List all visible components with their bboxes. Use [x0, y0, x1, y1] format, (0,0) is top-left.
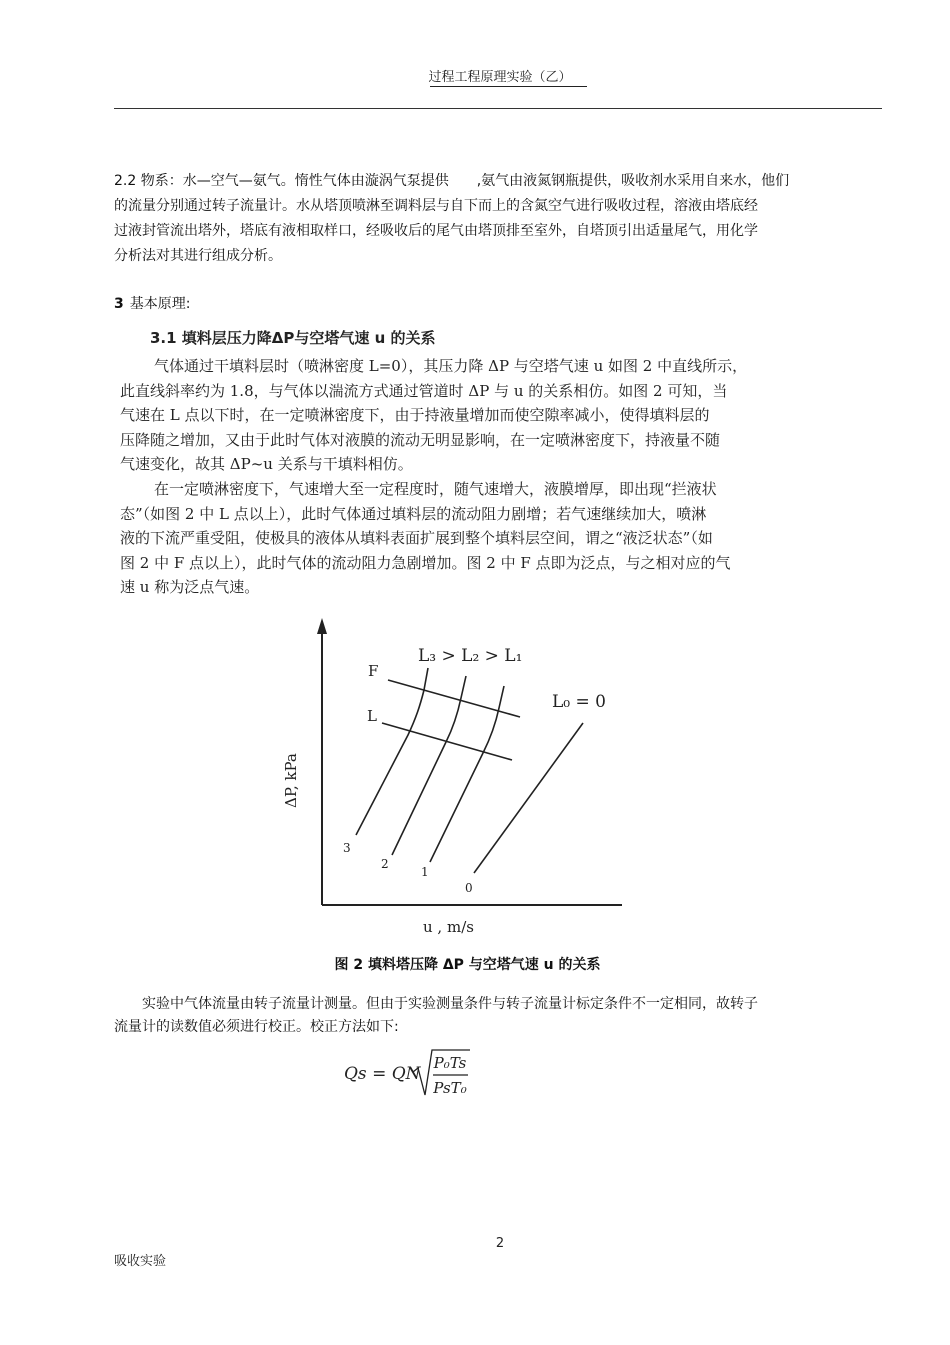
- formula-lhs: Qs = QN: [344, 1064, 421, 1084]
- curve-3: [356, 668, 428, 835]
- curve-2-label: 2: [381, 857, 389, 871]
- section-3-number: 3: [114, 296, 124, 312]
- section-2-2-line-2: 的流量分别通过转子流量计。水从塔顶喷淋至调料层与自下而上的含氮空气进行吸收过程，溶液由塔底经: [114, 198, 758, 214]
- l0-label: L₀ = 0: [552, 692, 606, 712]
- section-3-1-line-2: 此直线斜率约为 1.8，与气体以湍流方式通过管道时 ΔP 与 u 的关系相仿。如图 2 可知，当: [120, 381, 728, 400]
- section-3-1-line-7: 态”（如图 2 中 L 点以上），此时气体通过填料层的流动阻力剧增；若气速继续加大，喷淋: [120, 504, 707, 523]
- curve-1-label: 1: [421, 865, 429, 879]
- formula-numerator: P₀Ts: [433, 1054, 467, 1072]
- calibration-line-1: 实验中气体流量由转子流量计测量。但由于实验测量条件与转子流量计标定条件不一定相同，故转子: [114, 996, 758, 1012]
- formula-denominator: PsT₀: [433, 1079, 467, 1097]
- point-f-label: F: [368, 662, 379, 680]
- calibration-formula: [340, 1040, 480, 1110]
- footer-left-text: 吸收实验: [114, 1254, 167, 1269]
- section-3-1-line-9: 图 2 中 F 点以上），此时气体的流动阻力急剧增加。图 2 中 F 点即为泛点，与之相对应的气: [120, 553, 731, 572]
- curve-0-dry: [474, 723, 583, 873]
- section-3-1-line-10: 速 u 称为泛点气速。: [120, 578, 260, 597]
- section-2-2-line-4: 分析法对其进行组成分析。: [114, 248, 282, 264]
- x-axis-label: u , m/s: [423, 918, 474, 936]
- page-number: 2: [495, 1236, 505, 1251]
- y-axis-label: ΔP, kPa: [282, 753, 300, 808]
- y-axis-arrow-icon: [317, 618, 327, 634]
- section-3-title: 基本原理:: [129, 296, 191, 312]
- section-3-1-heading: 3.1 填料层压力降ΔP与空塔气速 u 的关系: [150, 329, 436, 347]
- flooding-line-f: [388, 680, 520, 717]
- section-3-1-line-4: 压降随之增加，又由于此时气体对液膜的流动无明显影响，在一定喷淋密度下，持液量不随: [120, 430, 721, 449]
- calibration-line-2: 流量计的读数值必须进行校正。校正方法如下:: [114, 1019, 399, 1035]
- section-3-1-line-5: 气速变化，故其 ΔP~u 关系与干填料相仿。: [120, 455, 413, 474]
- curve-3-label: 3: [343, 841, 351, 855]
- section-3-1-line-6: 在一定喷淋密度下，气速增大至一定程度时，随气速增大，液膜增厚，即出现“拦液状: [154, 479, 717, 498]
- curve-0-label: 0: [465, 881, 473, 895]
- figure-2-caption: 图 2 填料塔压降 ΔP 与空塔气速 u 的关系: [334, 957, 601, 973]
- curve-2: [392, 676, 466, 855]
- section-2-2-line-3: 过液封管流出塔外，塔底有液相取样口，经吸收后的尾气由塔顶排至室外，自塔顶引出适量尾气，用化学: [114, 223, 758, 239]
- section-3-1-line-3: 气速在 L 点以下时，在一定喷淋密度下，由于持液量增加而使空隙率减小，使得填料层的: [120, 406, 710, 425]
- section-3-1-line-8: 液的下流严重受阻，使极具的液体从填料表面扩展到整个填料层空间，谓之“液泛状态”（如: [120, 529, 713, 548]
- curve-1: [430, 686, 504, 862]
- section-2-2-line-1: 2.2 物系：水—空气—氨气。惰性气体由漩涡气泵提供 ,氨气由液氮钢瓶提供，吸收剂水采用自来水，他们: [114, 173, 790, 189]
- section-3-1-line-1: 气体通过干填料层时（喷淋密度 L=0），其压力降 ΔP 与空塔气速 u 如图 2 中直线所示，: [154, 357, 748, 375]
- header-title: 过程工程原理实验（乙）: [428, 70, 572, 85]
- relation-label: L₃ > L₂ > L₁: [418, 646, 523, 666]
- point-l-label: L: [367, 707, 377, 725]
